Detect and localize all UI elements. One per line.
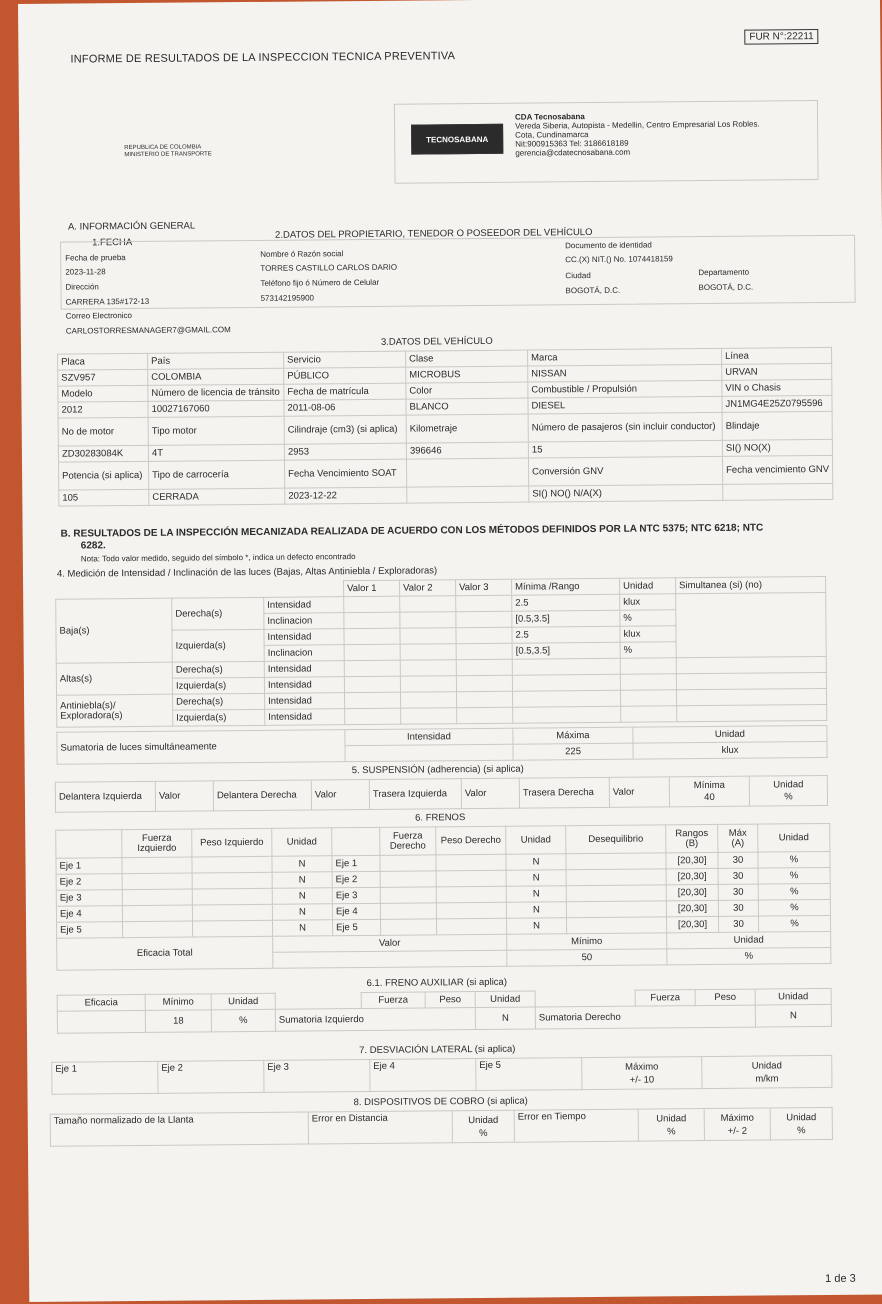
luces-min-0: 2.5 — [512, 594, 620, 611]
vehicle-value-3-5: JN1MG4E25Z0795596 — [722, 395, 832, 412]
fecha-header: 1.FECHA — [92, 237, 133, 249]
fecha-value: 2023-11-28 — [65, 267, 106, 277]
luces-max-label: Máxima — [513, 727, 633, 744]
cobro-unid-d — [452, 1110, 514, 1143]
report-title: INFORME DE RESULTADOS DE LA INSPECCION TECNICA PREVENTIVA — [70, 50, 456, 66]
frenos-h-pi: Peso Izquierdo — [192, 828, 272, 857]
vehicle-label-4-1: Tipo motor — [148, 416, 284, 445]
frenos-eje-left: Eje 1 — [56, 858, 122, 875]
frenos-pi — [192, 904, 272, 921]
frenos-rango: [20,30] — [666, 868, 718, 884]
frenos-deseq — [566, 885, 666, 902]
frenos-deseq — [566, 917, 666, 934]
vehicle-title: 3.DATOS DEL VEHÍCULO — [380, 335, 493, 348]
aux-pct: % — [211, 1009, 275, 1032]
company-addr1: Vereda Siberia, Autopista - Medellin, Centro Empresarial Los Robles. — [515, 119, 760, 131]
frenos-valor-label: Valor — [273, 934, 507, 952]
dir-value: CARRERA 135#172-13 — [65, 296, 150, 307]
vehicle-label-2-2: Fecha de matrícula — [284, 383, 406, 400]
aux-n: N — [475, 1007, 535, 1030]
vehicle-value-1-4: NISSAN — [528, 364, 722, 382]
desv-eje-3: Eje 3 — [264, 1059, 370, 1092]
frenos-pct: % — [758, 867, 830, 884]
frenos-maxv: 30 — [718, 916, 758, 932]
dir-label: Dirección — [65, 282, 99, 292]
frenos-pct: % — [758, 851, 830, 868]
frenos-rango: [20,30] — [666, 852, 718, 868]
frenos-fd — [380, 903, 436, 919]
cobro-title: 8. DISPOSITIVOS DE COBRO (si aplica) — [353, 1095, 528, 1109]
frenos-pct: % — [758, 883, 830, 900]
desv-max-label: Máximo — [625, 1060, 659, 1073]
luces-int: Intensidad — [265, 709, 345, 726]
vehicle-label-2-4: Combustible / Propulsión — [528, 380, 722, 398]
ciudad-label: Ciudad — [565, 271, 591, 281]
desv-eje-5: Eje 5 — [476, 1058, 582, 1091]
desv-eje-4: Eje 4 — [370, 1059, 476, 1092]
frenos-rango: [20,30] — [666, 900, 718, 916]
vehicle-label-6-0: Potencia (si aplica) — [58, 461, 148, 490]
frenos-h-unidad: Unidad — [506, 826, 566, 855]
vehicle-value-7-3 — [407, 486, 529, 503]
frenos-unid: % — [667, 947, 831, 964]
frenos-pd — [436, 886, 506, 903]
aux-peso: Peso — [425, 992, 475, 1008]
fur-number: FUR N°:22211 — [744, 29, 819, 45]
vehicle-label-2-0: Modelo — [58, 385, 148, 402]
frenos-fd — [380, 871, 436, 887]
vehicle-value-1-0: SZV957 — [58, 369, 148, 386]
company-nit: Nit:900915363 Tel: 3186618189 — [515, 138, 629, 149]
frenos-fd — [381, 919, 437, 935]
aux-eficacia: Eficacia — [57, 994, 145, 1011]
frenos-h-unidad: Unidad — [758, 823, 830, 852]
frenos-eje-left: Eje 5 — [57, 922, 123, 939]
frenos-fi — [123, 921, 193, 938]
susp-valor: Valor — [311, 779, 369, 810]
desv-max — [582, 1057, 702, 1090]
section-b-title2: 6282. — [80, 540, 106, 552]
frenos-maxv: 30 — [718, 852, 758, 868]
cobro-unid-value: % — [667, 1125, 676, 1137]
frenos-eje-left: Eje 3 — [56, 890, 122, 907]
frenos-eje-right: Eje 5 — [333, 919, 381, 935]
cobro-unid — [770, 1107, 832, 1140]
aux-unidad: Unidad — [211, 993, 275, 1010]
vehicle-table — [57, 347, 833, 507]
vehicle-value-5-4: 15 — [528, 440, 722, 458]
aux-unidad: Unidad — [475, 991, 535, 1008]
frenos-eje-right: Eje 4 — [332, 903, 380, 919]
frenos-maxv: 30 — [718, 884, 758, 900]
frenos-h-deseq: Desequilibrio — [566, 825, 666, 854]
aux-title: 6.1. FRENO AUXILIAR (si aplica) — [366, 976, 508, 989]
luces-int: Intensidad — [264, 661, 344, 678]
frenos-deseq — [566, 869, 666, 886]
vehicle-label-6-3 — [406, 458, 528, 487]
vehicle-value-5-0: ZD30283084K — [58, 445, 148, 462]
vehicle-label-0-2: Servicio — [284, 351, 406, 368]
vehicle-label-6-5: Fecha vencimiento GNV — [722, 455, 832, 484]
frenos-fd — [380, 887, 436, 903]
section-b-title: B. RESULTADOS DE LA INSPECCIÓN MECANIZADA REALIZADA DE ACUERDO CON LOS MÉTODOS DEFINIDOS POR LA NTC 5375; NTC 6218; NTC — [60, 522, 764, 540]
frenos-fd — [380, 855, 436, 871]
luces-unit-3: % — [620, 642, 676, 658]
luces-title: 4. Medición de Intensidad / Inclinación de las luces (Bajas, Altas Antiniebla / Exploradoras) — [56, 565, 438, 580]
vehicle-value-7-1: CERRADA — [149, 488, 285, 505]
vehicle-label-0-1: País — [148, 352, 284, 369]
doc-value: CC.(X) NIT.() No. 1074418159 — [565, 254, 673, 265]
desv-unid-value: m/km — [755, 1072, 779, 1085]
frenos-n-right: N — [506, 854, 566, 871]
company-addr2: Cota, Cundinamarca — [515, 130, 589, 140]
frenos-n-right: N — [506, 902, 566, 919]
luces-h-simul: Simultanea (si) (no) — [676, 576, 826, 593]
frenos-pd — [436, 870, 506, 887]
frenos-title: 6. FRENOS — [415, 812, 466, 824]
vehicle-label-0-3: Clase — [406, 350, 528, 367]
vehicle-value-7-5 — [723, 483, 833, 500]
cobro-llanta: Tamaño normalizado de la Llanta — [50, 1112, 308, 1146]
cobro-error-t: Error en Tiempo — [514, 1109, 638, 1142]
frenos-deseq — [566, 853, 666, 870]
frenos-eje-left: Eje 4 — [56, 906, 122, 923]
vehicle-label-4-4: Número de pasajeros (sin incluir conductor) — [528, 412, 722, 442]
vehicle-label-2-5: VIN o Chasis — [722, 379, 832, 396]
susp-valor: Valor — [155, 781, 213, 812]
vehicle-label-4-5: Blindaje — [722, 411, 832, 440]
desv-eje-1: Eje 1 — [52, 1061, 158, 1094]
frenos-n-right: N — [506, 886, 566, 903]
ministry-line2: MINISTERIO DE TRANSPORTE — [124, 151, 212, 159]
frenos-eje-right: Eje 2 — [332, 871, 380, 887]
cobro-unid-label: Unidad — [656, 1112, 687, 1124]
luces-anti: Antiniebla(s)/ Exploradora(s) — [57, 694, 173, 727]
aux-minv: 18 — [145, 1010, 211, 1033]
vehicle-label-4-2: Cilindraje (cm3) (si aplica) — [284, 415, 406, 444]
frenos-n-left: N — [273, 920, 333, 937]
vehicle-value-5-2: 2953 — [284, 443, 406, 460]
frenos-h-pd: Peso Derecho — [436, 826, 506, 855]
luces-h-valor1: Valor 1 — [344, 580, 400, 596]
depto-value: BOGOTÁ, D.C. — [698, 282, 754, 293]
frenos-eje-right: Eje 1 — [332, 855, 380, 871]
vehicle-label-4-3: Kilometraje — [406, 414, 528, 443]
vehicle-label-2-3: Color — [406, 382, 528, 399]
luces-unid: klux — [633, 741, 827, 759]
susp-dd: Delantera Derecha — [213, 780, 311, 811]
susp-di: Delantera Izquierda — [55, 781, 155, 812]
frenos-pi — [192, 872, 272, 889]
luces-sum-label: Sumatoria de luces simultáneamente — [57, 730, 345, 765]
nombre-label: Nombre ó Razón social — [260, 249, 344, 259]
luces-anti-der: Derecha(s) — [173, 693, 265, 710]
correo-label: Correo Electronico — [65, 311, 133, 321]
aux-sum-izq: Sumatoria Izquierdo — [275, 1008, 475, 1032]
frenos-rango: [20,30] — [666, 916, 718, 932]
vehicle-value-5-3: 396646 — [406, 442, 528, 459]
vehicle-label-0-4: Marca — [528, 348, 722, 366]
frenos-pct: % — [758, 915, 830, 932]
aux-sum-der: Sumatoria Derecho — [535, 1005, 755, 1029]
vehicle-value-1-1: COLOMBIA — [148, 368, 284, 385]
frenos-pi — [192, 888, 272, 905]
susp-unid-value: % — [784, 790, 793, 802]
desv-eje-2: Eje 2 — [158, 1060, 264, 1093]
company-email: gerencia@cdatecnosabana.com — [515, 147, 631, 158]
frenos-unid-label: Unidad — [667, 931, 831, 948]
vehicle-value-3-4: DIESEL — [528, 396, 722, 414]
frenos-n-left: N — [272, 872, 332, 889]
vehicle-value-3-1: 10027167060 — [148, 400, 284, 417]
vehicle-value-5-5: SI() NO(X) — [722, 439, 832, 456]
luces-unit-2: klux — [620, 626, 676, 642]
frenos-fi — [122, 889, 192, 906]
frenos-pi — [193, 920, 273, 937]
luces-table — [55, 576, 827, 728]
company-logo — [411, 124, 503, 155]
section-a-title: A. INFORMACIÓN GENERAL — [67, 220, 196, 233]
vehicle-value-7-2: 2023-12-22 — [285, 487, 407, 504]
luces-inc: Inclinacion — [264, 613, 344, 630]
vehicle-label-4-0: No de motor — [58, 417, 148, 446]
frenos-minimo-label: Mínimo — [507, 933, 667, 950]
ministry-line1: REPUBLICA DE COLOMBIA — [124, 144, 202, 152]
cobro-unid-label: Unidad — [468, 1114, 499, 1126]
frenos-fi — [122, 857, 192, 874]
susp-title: 5. SUSPENSIÓN (adherencia) (si aplica) — [351, 763, 524, 777]
luces-max: 225 — [513, 743, 633, 760]
tel-value: 573142195900 — [260, 293, 315, 303]
desv-max-value: +/- 10 — [629, 1073, 655, 1086]
frenos-rango: [20,30] — [666, 884, 718, 900]
depto-label: Departamento — [698, 267, 750, 278]
susp-td: Trasera Derecha — [519, 777, 609, 808]
frenos-deseq — [566, 901, 666, 918]
susp-valor: Valor — [609, 777, 669, 808]
luces-altas-izq: Izquierda(s) — [172, 677, 264, 694]
susp-table — [55, 775, 828, 813]
luces-h-min: Mínima /Rango — [512, 578, 620, 595]
tel-label: Teléfono fijo ó Número de Celular — [260, 277, 380, 288]
susp-valor: Valor — [461, 778, 519, 809]
luces-h-unidad: Unidad — [620, 578, 676, 594]
cobro-error-d: Error en Distancia — [308, 1111, 452, 1144]
correo-value: CARLOSTORRESMANAGER7@GMAIL.COM — [65, 325, 231, 336]
vehicle-label-6-1: Tipo de carrocería — [148, 460, 284, 489]
frenos-n-left: N — [272, 888, 332, 905]
vehicle-value-5-1: 4T — [148, 444, 284, 461]
doc-label: Documento de identidad — [565, 240, 652, 251]
frenos-pd — [436, 854, 506, 871]
frenos-valor — [273, 950, 507, 968]
cobro-unid-value: % — [479, 1127, 488, 1139]
vehicle-value-1-5: URVAN — [722, 363, 832, 380]
susp-ti: Trasera Izquierda — [369, 779, 461, 810]
owner-header: 2.DATOS DEL PROPIETARIO, TENEDOR O POSEEDOR DEL VEHÍCULO — [274, 226, 593, 241]
luces-min-2: 2.5 — [512, 626, 620, 643]
aux-fuerza: Fuerza — [361, 992, 425, 1009]
luces-inc: Inclinacion — [264, 645, 344, 662]
frenos-maxv: 30 — [718, 868, 758, 884]
desv-unid-label: Unidad — [751, 1059, 782, 1072]
luces-anti-izq: Izquierda(s) — [173, 709, 265, 726]
frenos-h-rangos: Rangos (B) — [666, 824, 718, 852]
frenos-n-right: N — [506, 870, 566, 887]
frenos-fi — [122, 905, 192, 922]
aux-unidad: Unidad — [755, 988, 831, 1005]
susp-unid-label: Unidad — [773, 778, 804, 790]
desv-unid — [702, 1055, 832, 1088]
frenos-h-unidad: Unidad — [272, 828, 332, 857]
desv-table — [51, 1055, 832, 1095]
ciudad-value: BOGOTÁ, D.C. — [565, 285, 621, 296]
luces-baja-izq: Izquierda(s) — [172, 629, 264, 662]
company-name: CDA Tecnosabana — [514, 112, 585, 122]
frenos-eje-right: Eje 3 — [332, 887, 380, 903]
vehicle-label-6-2: Fecha Vencimiento SOAT — [284, 459, 406, 488]
aux-fuerza: Fuerza — [635, 990, 695, 1007]
vehicle-value-3-3: BLANCO — [406, 398, 528, 415]
susp-min — [669, 776, 749, 807]
vehicle-value-7-4: SI() NO() N/A(X) — [529, 484, 723, 502]
cobro-unid-label: Unidad — [786, 1111, 817, 1123]
aux-table — [57, 988, 832, 1034]
frenos-n-left: N — [272, 904, 332, 921]
vehicle-label-6-4: Conversión GNV — [528, 456, 722, 486]
frenos-table — [55, 823, 831, 971]
luces-unid-label: Unidad — [633, 725, 827, 743]
document-page — [18, 0, 882, 1302]
section-b-note: Nota: Todo valor medido, seguido del símbolo *, indica un defecto encontrado — [80, 552, 356, 564]
frenos-h-fi: Fuerza Izquierdo — [122, 829, 192, 858]
frenos-eje-left: Eje 2 — [56, 874, 122, 891]
frenos-n-left: N — [272, 856, 332, 873]
luces-h-valor3: Valor 3 — [456, 579, 512, 595]
frenos-fi — [122, 873, 192, 890]
frenos-eficacia: Eficacia Total — [57, 936, 273, 970]
frenos-pct: % — [758, 899, 830, 916]
luces-unit-0: klux — [620, 594, 676, 610]
luces-altas: Altas(s) — [56, 662, 172, 695]
fecha-label: Fecha de prueba — [65, 253, 126, 263]
luces-min-3: [0.5,3.5] — [512, 642, 620, 659]
frenos-n-right: N — [506, 918, 566, 935]
frenos-h-max: Máx (A) — [718, 824, 758, 852]
vehicle-label-2-1: Número de licencia de tránsito — [148, 384, 284, 401]
vehicle-value-3-0: 2012 — [58, 401, 148, 418]
luces-int: Intensidad — [264, 597, 344, 614]
luces-unit-1: % — [620, 610, 676, 626]
cobro-unid-value: % — [797, 1124, 806, 1136]
aux-n: N — [755, 1004, 831, 1027]
susp-unid — [749, 775, 827, 806]
luces-sum-int: Intensidad — [345, 728, 513, 745]
luces-min-1: [0.5,3.5] — [512, 610, 620, 627]
cobro-max-value: +/- 2 — [727, 1125, 748, 1137]
desv-title: 7. DESVIACIÓN LATERAL (si aplica) — [359, 1043, 516, 1057]
vehicle-label-0-5: Línea — [722, 347, 832, 364]
vehicle-value-1-3: MICROBUS — [406, 366, 528, 383]
aux-minimo: Mínimo — [145, 994, 211, 1011]
nombre-value: TORRES CASTILLO CARLOS DARIO — [260, 262, 398, 273]
frenos-minv: 50 — [507, 949, 667, 966]
luces-int: Intensidad — [264, 677, 344, 694]
cobro-unid-t — [638, 1109, 704, 1142]
vehicle-value-3-2: 2011-08-06 — [284, 399, 406, 416]
luces-altas-der: Derecha(s) — [172, 661, 264, 678]
frenos-pd — [436, 918, 506, 935]
luces-baja-der: Derecha(s) — [172, 597, 264, 630]
frenos-pi — [192, 856, 272, 873]
frenos-pd — [436, 902, 506, 919]
vehicle-label-0-0: Placa — [58, 353, 148, 370]
luces-baja: Baja(s) — [56, 598, 173, 663]
page-number: 1 de 3 — [825, 1272, 856, 1286]
cobro-max-label: Máximo — [720, 1112, 754, 1124]
susp-min-value: 40 — [704, 791, 715, 803]
frenos-h-fd: Fuerza Derecho — [380, 827, 436, 855]
cobro-max — [704, 1108, 770, 1141]
vehicle-value-1-2: PÚBLICO — [284, 367, 406, 384]
luces-sum-table — [56, 725, 827, 765]
vehicle-value-7-0: 105 — [59, 489, 149, 506]
aux-peso: Peso — [695, 989, 755, 1006]
company-logo-text: TECNOSABANA — [426, 134, 489, 144]
luces-int: Intensidad — [265, 693, 345, 710]
cobro-table — [50, 1107, 833, 1147]
susp-min-label: Mínima — [693, 779, 725, 791]
luces-int: Intensidad — [264, 629, 344, 646]
luces-h-valor2: Valor 2 — [400, 580, 456, 596]
frenos-maxv: 30 — [718, 900, 758, 916]
